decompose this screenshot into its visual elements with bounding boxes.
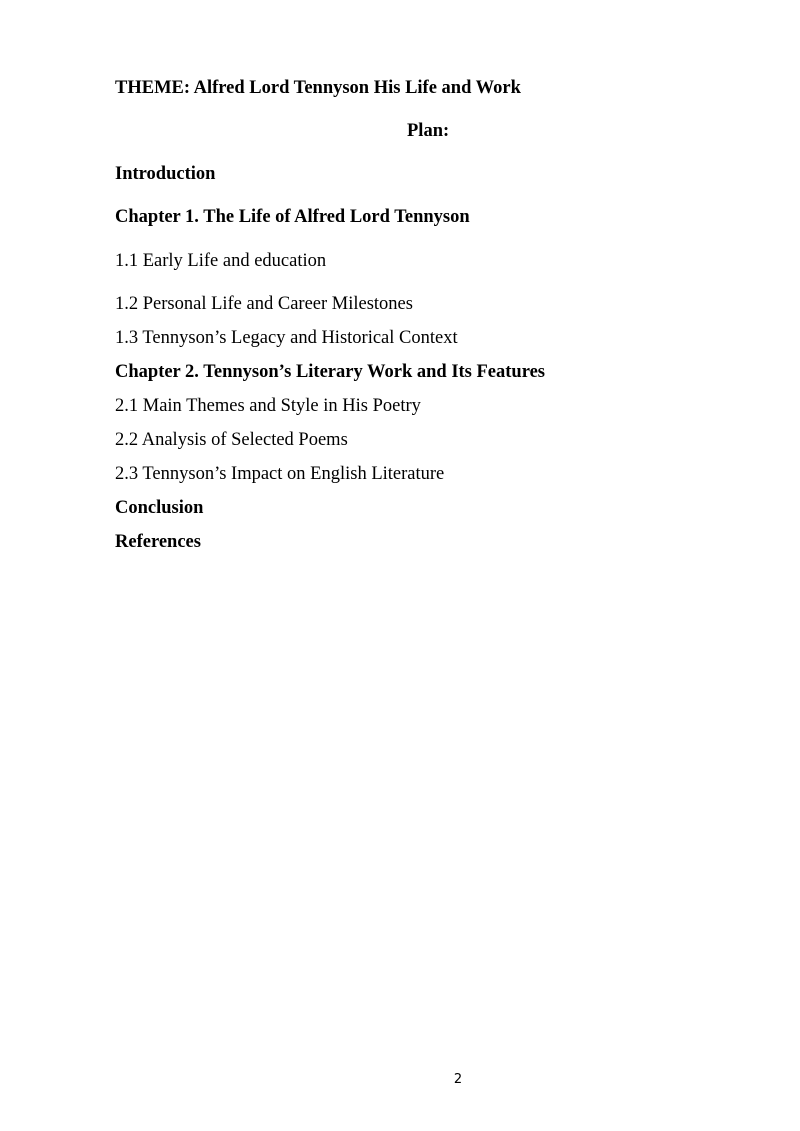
outline-section-1-2: 1.2 Personal Life and Career Milestones [115, 294, 413, 314]
outline-chapter-1: Chapter 1. The Life of Alfred Lord Tennyson [115, 207, 470, 227]
outline-introduction: Introduction [115, 164, 216, 184]
outline-section-2-1: 2.1 Main Themes and Style in His Poetry [115, 396, 421, 416]
outline-section-2-3: 2.3 Tennyson’s Impact on English Literature [115, 464, 445, 484]
outline-section-2-2: 2.2 Analysis of Selected Poems [115, 430, 348, 450]
plan-heading: Plan: [407, 121, 450, 141]
outline-section-1-3: 1.3 Tennyson’s Legacy and Historical Context [115, 328, 458, 348]
outline-chapter-2: Chapter 2. Tennyson’s Literary Work and Its Features [115, 362, 545, 382]
outline-references: References [115, 532, 201, 552]
outline-section-1-1: 1.1 Early Life and education [115, 251, 327, 271]
theme-title: THEME: Alfred Lord Tennyson His Life and Work [115, 78, 521, 98]
page-number: 2 [453, 1072, 463, 1087]
outline-conclusion: Conclusion [115, 498, 204, 518]
